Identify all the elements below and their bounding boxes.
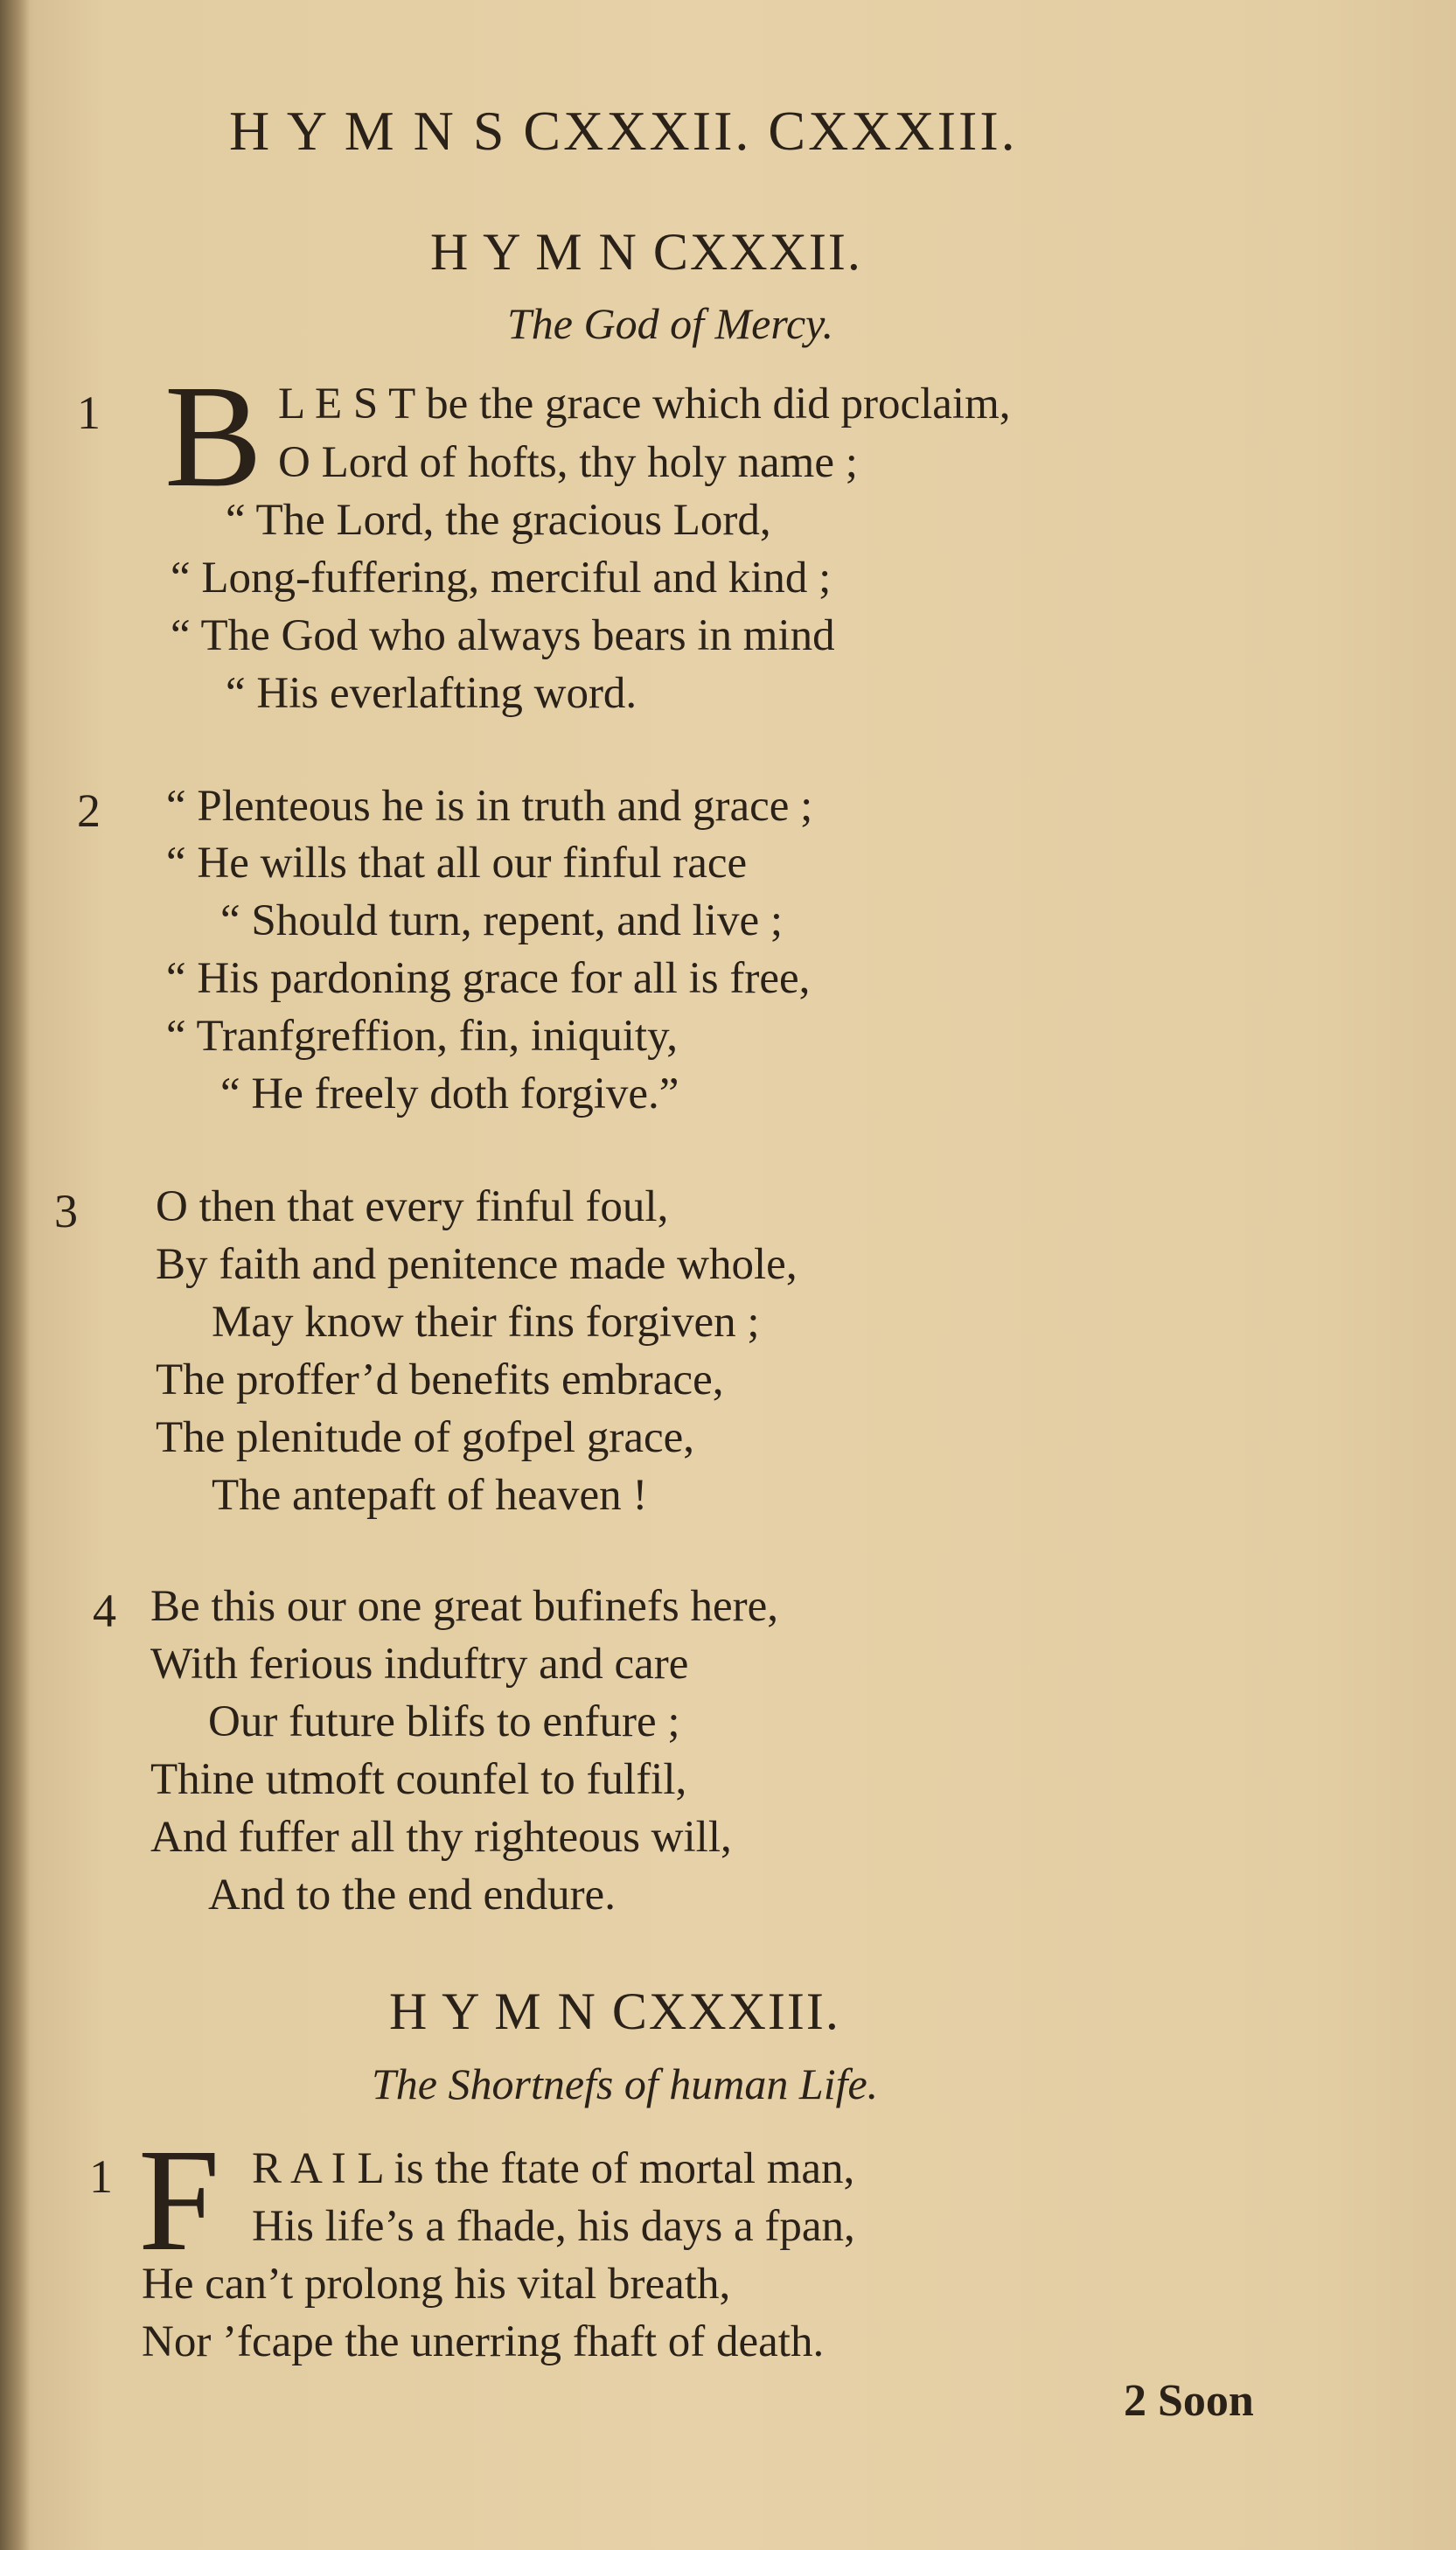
verse-line: Thine utmoft counfel to fulfil, [150, 1755, 687, 1804]
verse-line: The plenitude of gofpel grace, [156, 1413, 694, 1462]
verse-number: 2 [77, 784, 101, 837]
verse-line: R A I L is the ftate of mortal man, [252, 2144, 855, 2193]
verse-line: “ The God who always bears in mind [171, 611, 835, 660]
verse-line: O then that every finful foul, [156, 1182, 669, 1231]
verse-line: “ Should turn, repent, and live ; [220, 896, 784, 945]
verse-number: 4 [93, 1585, 116, 1637]
verse-line: He can’t prolong his vital breath, [142, 2260, 731, 2309]
verse-line: The proffer’d benefits embrace, [156, 1355, 724, 1404]
verse-line: “ Tranfgreffion, fin, iniquity, [166, 1012, 679, 1061]
catchword: 2 Soon [1124, 2376, 1254, 2426]
verse-line: L E S T be the grace which did proclaim, [278, 380, 1011, 428]
verse-line: O Lord of hofts, thy holy name ; [278, 438, 858, 487]
verse-line: His life’s a fhade, his days a fpan, [252, 2202, 855, 2251]
verse-line: “ He wills that all our finful race [166, 839, 748, 888]
drop-cap: F [138, 2119, 220, 2282]
verse-number: 1 [77, 387, 101, 439]
verse-line: May know their fins forgiven ; [212, 1298, 760, 1347]
verse-line: The antepaft of heaven ! [212, 1471, 648, 1520]
verse-line: By faith and penitence made whole, [156, 1240, 798, 1289]
hymn-title-cxxxii: H Y M N CXXXII. [430, 223, 862, 281]
verse-line: Be this our one great bufinefs here, [150, 1582, 779, 1631]
verse-line: And to the end endure. [208, 1871, 616, 1919]
drop-cap: B [164, 355, 263, 518]
verse-number: 3 [54, 1185, 78, 1237]
verse-line: “ His everlafting word. [226, 669, 637, 718]
verse-number: 1 [89, 2150, 113, 2203]
hymn-subtitle-cxxxii: The God of Mercy. [507, 299, 834, 348]
running-head: H Y M N S CXXXII. CXXXIII. [229, 100, 1018, 162]
hymn-subtitle-cxxxiii: The Shortnefs of human Life. [372, 2059, 879, 2108]
verse-line: Our future blifs to enfure ; [208, 1697, 680, 1746]
verse-line: With ferious induftry and care [150, 1640, 689, 1689]
verse-line: And fuffer all thy righteous will, [150, 1813, 732, 1862]
verse-line: “ The Lord, the gracious Lord, [226, 496, 771, 545]
verse-line: “ He freely doth forgive.” [220, 1069, 679, 1118]
verse-line: “ His pardoning grace for all is free, [166, 954, 811, 1003]
verse-line: “ Plenteous he is in truth and grace ; [166, 782, 813, 831]
book-spine-shadow [0, 0, 30, 2550]
verse-line: Nor ’fcape the unerring fhaft of death. [142, 2317, 825, 2366]
verse-line: “ Long-fuffering, merciful and kind ; [171, 554, 832, 603]
hymn-title-cxxxiii: H Y M N CXXXIII. [389, 1982, 840, 2040]
